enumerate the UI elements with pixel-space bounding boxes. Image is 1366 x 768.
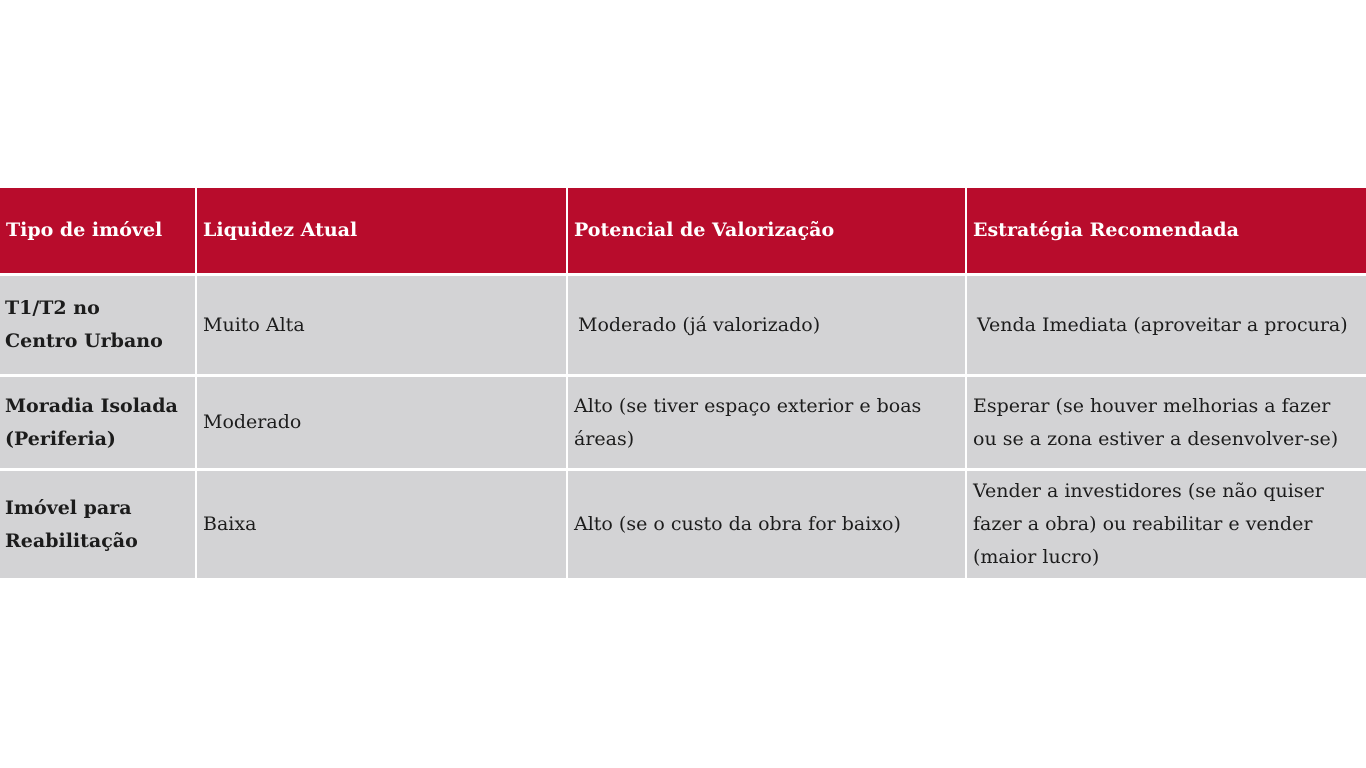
header-tipo-de-imovel: [0, 188, 195, 273]
row-2-liquidez: [197, 377, 566, 468]
cell-text: Imóvel para Reabilitação: [5, 496, 138, 552]
row-3-estrategia: [967, 471, 1366, 578]
row-3-tipo: [0, 471, 195, 578]
cell-text: Venda Imediata (aproveitar a procura): [977, 313, 1348, 336]
header-estrategia-recomendada: [967, 188, 1366, 273]
cell-text: Alto (se tiver espaço exterior e boas áreas): [574, 394, 922, 450]
header-label: Estratégia Recomendada: [973, 219, 1239, 241]
row-1-estrategia: [967, 276, 1366, 374]
row-2-potencial: [568, 377, 965, 468]
header-label: Tipo de imóvel: [6, 219, 163, 241]
cell-text: Esperar (se houver melhorias a fazer ou se a zona estiver a desenvolver-se): [973, 394, 1339, 450]
row-2-estrategia: [967, 377, 1366, 468]
row-1-potencial: [568, 276, 965, 374]
header-liquidez-atual: [197, 188, 566, 273]
cell-text: Baixa: [203, 513, 257, 535]
row-3-potencial: [568, 471, 965, 578]
header-potencial-de-valorizacao: [568, 188, 965, 273]
cell-text: Alto (se o custo da obra for baixo): [574, 513, 901, 535]
row-1-tipo: [0, 276, 195, 374]
cell-text: T1/T2 no Centro Urbano: [5, 297, 163, 352]
cell-text: Moderado (já valorizado): [578, 313, 821, 336]
cell-text: Muito Alta: [203, 313, 305, 336]
row-3-liquidez: [197, 471, 566, 578]
row-1-liquidez: [197, 276, 566, 374]
row-2-tipo: [0, 377, 195, 468]
cell-text: Vender a investidores (se não quiser fazer a obra) ou reabilitar e vender (maior lucro): [973, 480, 1324, 568]
header-label: Potencial de Valorização: [574, 219, 835, 241]
cell-text: Moderado: [203, 411, 302, 433]
comparison-table: [0, 188, 1366, 578]
header-label: Liquidez Atual: [203, 219, 358, 241]
cell-text: Moradia Isolada (Periferia): [5, 394, 178, 450]
